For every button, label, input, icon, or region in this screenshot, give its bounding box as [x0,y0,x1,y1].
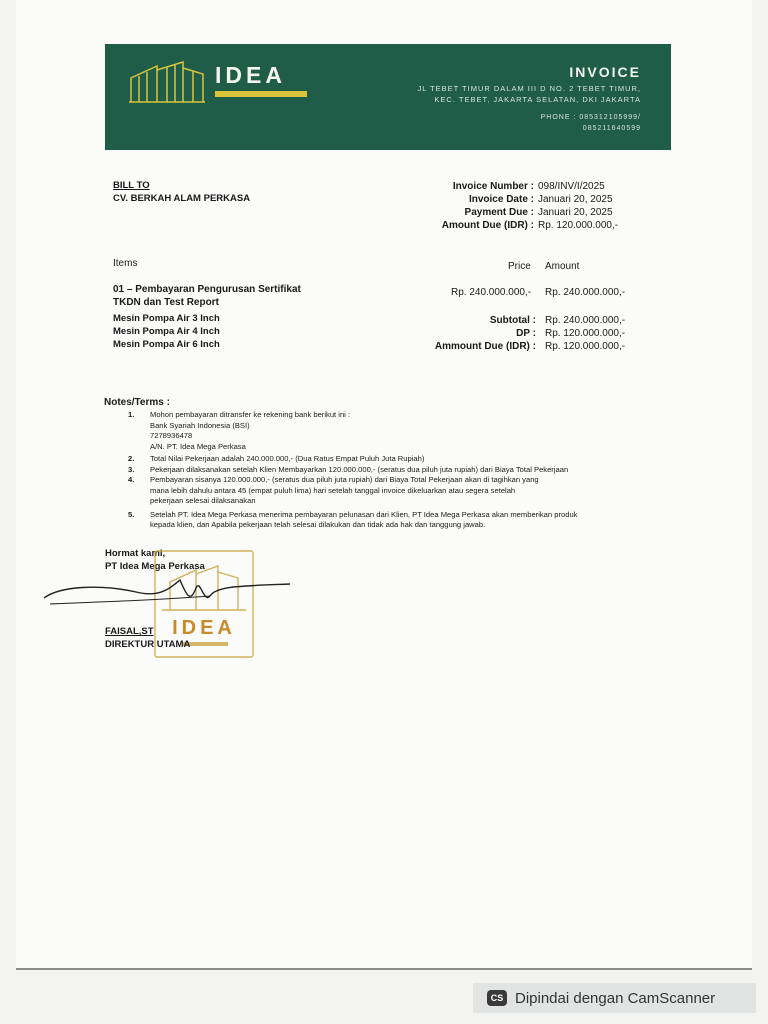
brand-name: IDEA [215,62,286,88]
meta-row [396,180,641,193]
item-amount: Rp. 240.000.000,- [545,287,626,298]
company-phone [441,112,641,134]
subtotal-value: Rp. 240.000.000,- [545,315,626,326]
note-line: 7278936478 [150,431,193,440]
note-line: A/N. PT. Idea Mega Perkasa [150,441,246,451]
notes-title: Notes/Terms : [104,397,170,408]
sub-item: Mesin Pompa Air 4 Inch [113,326,220,337]
items-header: Items [113,258,138,269]
phone-line: 085211640599 [582,125,641,132]
note-number: 2. [128,454,135,463]
meta-row [396,193,641,206]
note-number: 4. [128,475,135,484]
invoice-meta [396,180,641,232]
signer-title: DIREKTUR UTAMA [105,639,191,650]
meta-value: Rp. 120.000.000,- [538,220,619,231]
note-line: pekerjaan selesai dilaksanakan [150,496,256,505]
handwritten-signature [40,574,300,614]
note-number: 3. [128,464,135,474]
brand-underline [215,91,307,97]
note-item [104,465,664,476]
note-line: kepada klien, dan Apabila pekerjaan telah selesai dilakukan dan tidak ada hak dan tanggung jawab. [150,520,486,529]
meta-label: Invoice Number : [452,181,534,192]
price-header: Price [508,261,531,272]
note-number: 1. [128,410,135,419]
note-line: Pekerjaan dilaksanakan setelah Klien Membayarkan 120.000.000,- (seratus dua piluh juta rupiah) dari Biaya Total Pekerjaan [150,464,569,474]
signature-company: PT Idea Mega Perkasa [105,561,205,572]
note-line: mana lebih dahulu antara 45 (empat puluh lima) hari setelah tanggal invoice dikeluarkan atau segera setelah [150,485,516,495]
subtotal-label: Subtotal : [489,315,536,326]
note-item [104,475,664,507]
amount-due-label: Ammount Due (IDR) : [434,341,536,352]
sub-item: Mesin Pompa Air 6 Inch [113,339,220,350]
item-description-cont: TKDN dan Test Report [113,297,219,308]
note-item [104,410,664,452]
item-description: 01 – Pembayaran Pengurusan Sertifikat [113,284,301,295]
item-price: Rp. 240.000.000,- [451,287,532,298]
meta-label: Payment Due : [464,207,534,218]
address-line: JL TEBET TIMUR DALAM III D NO. 2 TEBET TIMUR, [417,84,641,93]
amount-header: Amount [545,261,580,272]
meta-value: 098/INV/I/2025 [538,181,605,192]
document-page [16,0,752,970]
bill-to-name: CV. BERKAH ALAM PERKASA [113,193,251,204]
sub-item: Mesin Pompa Air 3 Inch [113,313,220,324]
meta-row [396,206,641,219]
note-line: Mohon pembayaran ditransfer ke rekening bank berikut ini : [150,410,351,419]
note-line: Pembayaran sisanya 120.000.000,- (seratus dua piluh juta rupiah) dari Biaya Total Pekerjaan akan di tagihkan yang [150,475,539,484]
dp-value: Rp. 120.000.000,- [545,328,626,339]
meta-value: Januari 20, 2025 [538,207,613,218]
notes-section [104,397,664,531]
bill-to-label: BILL TO [113,180,150,191]
phone-line: PHONE : 085312105999/ [540,114,641,121]
invoice-title: INVOICE [569,64,641,80]
signer-name: FAISAL,ST [105,626,154,637]
camscanner-icon: CS [487,990,507,1006]
meta-label: Invoice Date : [468,194,534,205]
address-line: KEC. TEBET, JAKARTA SELATAN, DKI JAKARTA [434,95,641,104]
invoice-header [105,44,671,150]
note-item [104,454,664,465]
stamp-text: IDEA [172,617,236,639]
meta-value: Januari 20, 2025 [538,194,613,205]
regards-text: Hormat kami, [105,548,166,559]
note-line: Setelah PT. Idea Mega Perkasa menerima pembayaran pelunasan dari Klien, PT Idea Mega Perkasa akan memberikan produk [150,509,578,519]
scanner-text: Dipindai dengan CamScanner [515,989,716,1007]
amount-due-value: Rp. 120.000.000,- [545,341,626,352]
note-number: 5. [128,509,135,519]
note-line: Total Nilai Pekerjaan adalah 240.000.000,- (Dua Ratus Empat Puluh Juta Rupiah) [150,454,425,463]
scanner-watermark [473,983,756,1013]
building-logo-icon [127,56,207,106]
meta-row [396,219,641,232]
meta-label: Amount Due (IDR) : [441,220,534,231]
company-address [341,83,641,105]
note-line: Bank Syariah Indonesia (BSI) [150,420,250,430]
dp-label: DP : [516,328,536,339]
note-item [104,510,664,531]
